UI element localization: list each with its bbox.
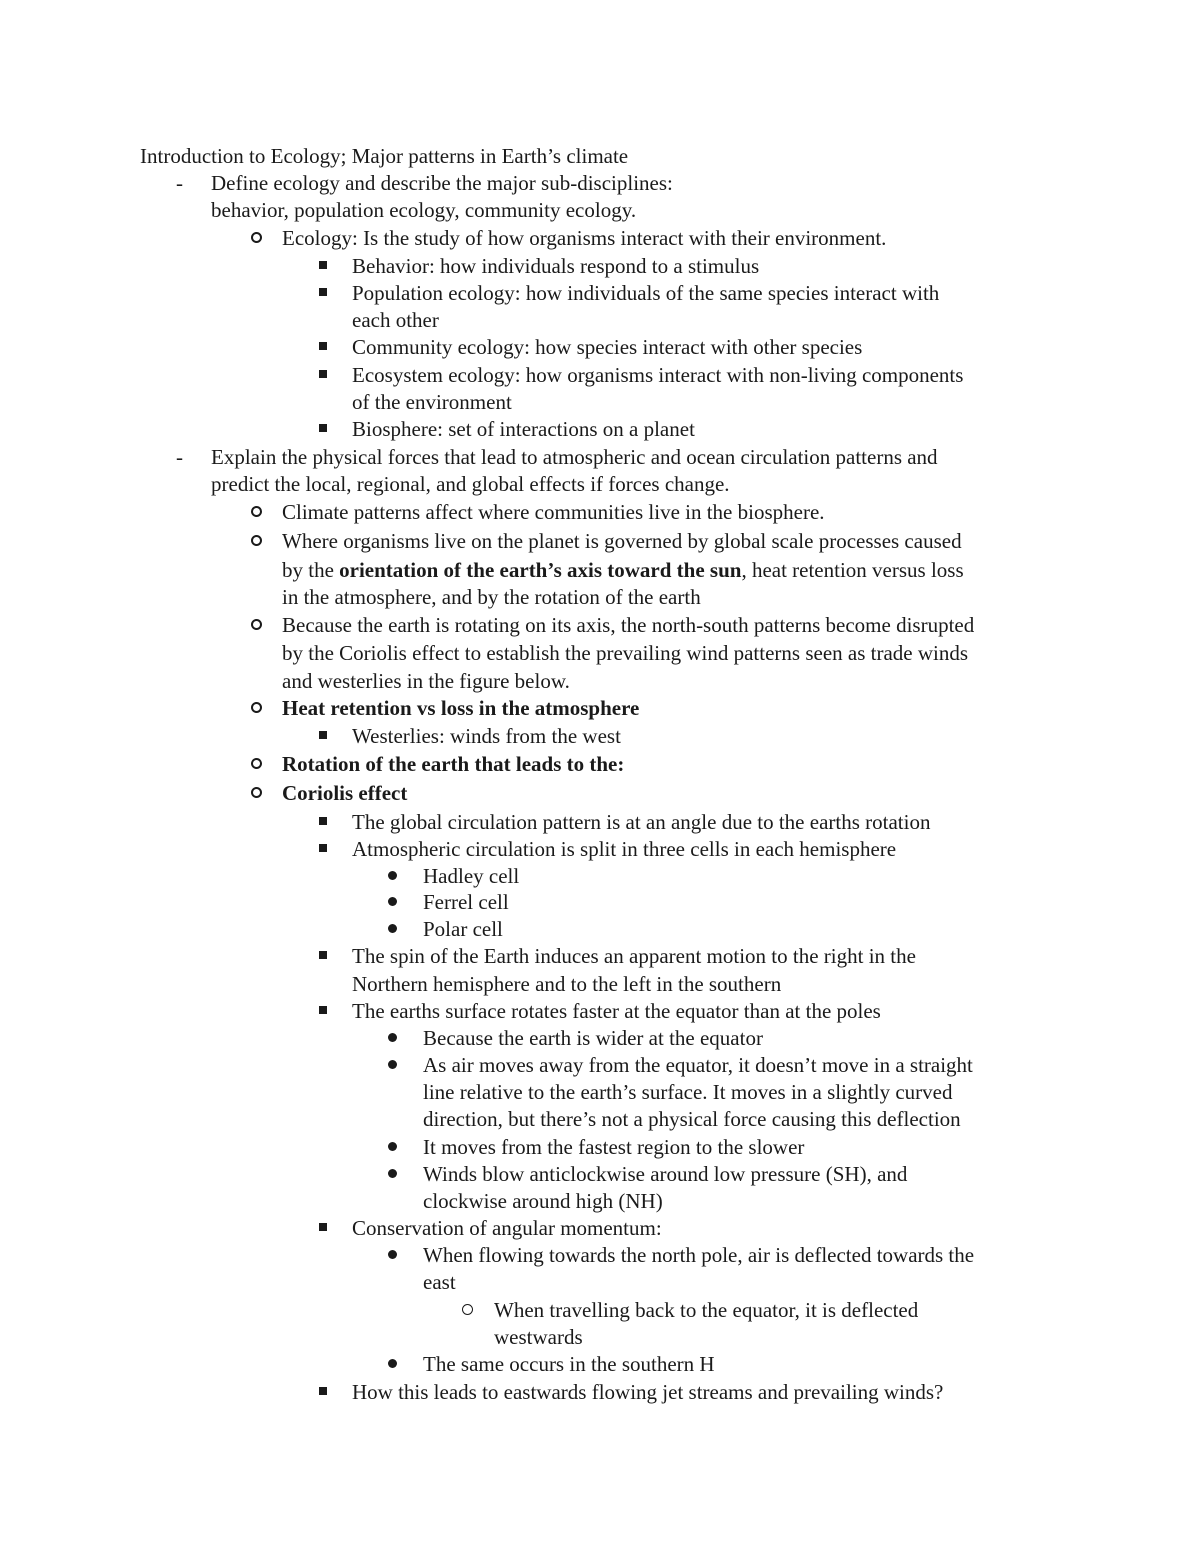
list-item: How this leads to eastwards flowing jet streams and prevailing winds? bbox=[352, 1380, 944, 1404]
list-item: As air moves away from the equator, it doesn’t move in a straight bbox=[423, 1053, 973, 1077]
square-bullet-icon bbox=[319, 334, 327, 361]
list-item: Behavior: how individuals respond to a stimulus bbox=[352, 254, 760, 278]
list-item-continued: of the environment bbox=[352, 390, 512, 414]
section-heading-continued: predict the local, regional, and global effects if forces change. bbox=[211, 472, 730, 496]
dash-marker: - bbox=[176, 445, 183, 469]
list-item: Population ecology: how individuals of the same species interact with bbox=[352, 281, 940, 305]
square-bullet-icon bbox=[319, 998, 327, 1025]
list-item: Community ecology: how species interact with other species bbox=[352, 335, 863, 359]
section-heading: Define ecology and describe the major sub-disciplines: bbox=[211, 171, 673, 195]
list-item-bold: Rotation of the earth that leads to the: bbox=[282, 752, 625, 776]
list-item-bold: Coriolis effect bbox=[282, 781, 408, 805]
list-item: Conservation of angular momentum: bbox=[352, 1216, 662, 1240]
list-item-continued bbox=[282, 557, 964, 584]
list-item-continued: by the Coriolis effect to establish the prevailing wind patterns seen as trade winds bbox=[282, 641, 969, 665]
dot-bullet-icon bbox=[388, 1161, 397, 1188]
dot-bullet-icon bbox=[388, 1134, 397, 1161]
square-bullet-icon bbox=[319, 280, 327, 307]
list-item-continued: direction, but there’s not a physical force causing this deflection bbox=[423, 1107, 961, 1131]
list-item-continued: and westerlies in the figure below. bbox=[282, 669, 570, 693]
text-run: by the bbox=[282, 558, 340, 582]
list-item: When flowing towards the north pole, air is deflected towards the bbox=[423, 1243, 975, 1267]
dot-bullet-icon bbox=[388, 1351, 397, 1378]
dot-bullet-icon bbox=[388, 863, 397, 890]
bold-text-run: orientation of the earth’s axis toward the sun bbox=[339, 558, 742, 582]
list-item: Ecosystem ecology: how organisms interact with non-living components bbox=[352, 363, 964, 387]
list-item: Ecology: Is the study of how organisms interact with their environment. bbox=[282, 226, 887, 250]
ring-bullet-icon bbox=[251, 528, 262, 555]
list-item: When travelling back to the equator, it is deflected bbox=[494, 1298, 919, 1322]
list-item: The earths surface rotates faster at the equator than at the poles bbox=[352, 999, 881, 1023]
square-bullet-icon bbox=[319, 416, 327, 443]
square-bullet-icon bbox=[319, 1215, 327, 1242]
ring-bullet-icon bbox=[251, 225, 262, 252]
list-item-continued: Northern hemisphere and to the left in the southern bbox=[352, 972, 782, 996]
ring-bullet-icon bbox=[251, 612, 262, 639]
list-item: It moves from the fastest region to the slower bbox=[423, 1135, 805, 1159]
list-item: Winds blow anticlockwise around low pressure (SH), and bbox=[423, 1162, 908, 1186]
list-item: Because the earth is rotating on its axis, the north-south patterns become disrupted bbox=[282, 613, 975, 637]
ring-bullet-icon bbox=[251, 751, 262, 778]
section-heading-continued: behavior, population ecology, community ecology. bbox=[211, 198, 637, 222]
list-item-continued: each other bbox=[352, 308, 439, 332]
list-item: Climate patterns affect where communities live in the biosphere. bbox=[282, 500, 825, 524]
square-bullet-icon bbox=[319, 809, 327, 836]
dash-marker: - bbox=[176, 171, 183, 195]
list-item-continued: line relative to the earth’s surface. It moves in a slightly curved bbox=[423, 1080, 953, 1104]
list-item: Atmospheric circulation is split in three cells in each hemisphere bbox=[352, 837, 897, 861]
dot-bullet-icon bbox=[388, 916, 397, 943]
dot-bullet-icon bbox=[388, 889, 397, 916]
hollow-circle-bullet-icon bbox=[462, 1297, 473, 1324]
list-item: Polar cell bbox=[423, 917, 503, 941]
list-item-continued: east bbox=[423, 1270, 456, 1294]
list-item: Because the earth is wider at the equator bbox=[423, 1026, 763, 1050]
list-item: Hadley cell bbox=[423, 864, 520, 888]
ring-bullet-icon bbox=[251, 695, 262, 722]
square-bullet-icon bbox=[319, 1379, 327, 1406]
square-bullet-icon bbox=[319, 362, 327, 389]
list-item: Ferrel cell bbox=[423, 890, 509, 914]
dot-bullet-icon bbox=[388, 1242, 397, 1269]
list-item: The same occurs in the southern H bbox=[423, 1352, 715, 1376]
dot-bullet-icon bbox=[388, 1052, 397, 1079]
ring-bullet-icon bbox=[251, 780, 262, 807]
list-item: Biosphere: set of interactions on a planet bbox=[352, 417, 695, 441]
list-item: Westerlies: winds from the west bbox=[352, 724, 621, 748]
text-run: , heat retention versus loss bbox=[741, 558, 964, 582]
list-item: The spin of the Earth induces an apparent motion to the right in the bbox=[352, 944, 916, 968]
section-heading: Explain the physical forces that lead to atmospheric and ocean circulation patterns and bbox=[211, 445, 938, 469]
list-item-continued: in the atmosphere, and by the rotation of the earth bbox=[282, 585, 701, 609]
square-bullet-icon bbox=[319, 836, 327, 863]
dot-bullet-icon bbox=[388, 1025, 397, 1052]
list-item: Where organisms live on the planet is governed by global scale processes caused bbox=[282, 529, 962, 553]
list-item-continued: clockwise around high (NH) bbox=[423, 1189, 663, 1213]
list-item-bold: Heat retention vs loss in the atmosphere bbox=[282, 696, 640, 720]
square-bullet-icon bbox=[319, 723, 327, 750]
ring-bullet-icon bbox=[251, 499, 262, 526]
square-bullet-icon bbox=[319, 943, 327, 970]
list-item: The global circulation pattern is at an angle due to the earths rotation bbox=[352, 810, 931, 834]
document-title: Introduction to Ecology; Major patterns in Earth’s climate bbox=[140, 144, 629, 168]
square-bullet-icon bbox=[319, 253, 327, 280]
list-item-continued: westwards bbox=[494, 1325, 583, 1349]
